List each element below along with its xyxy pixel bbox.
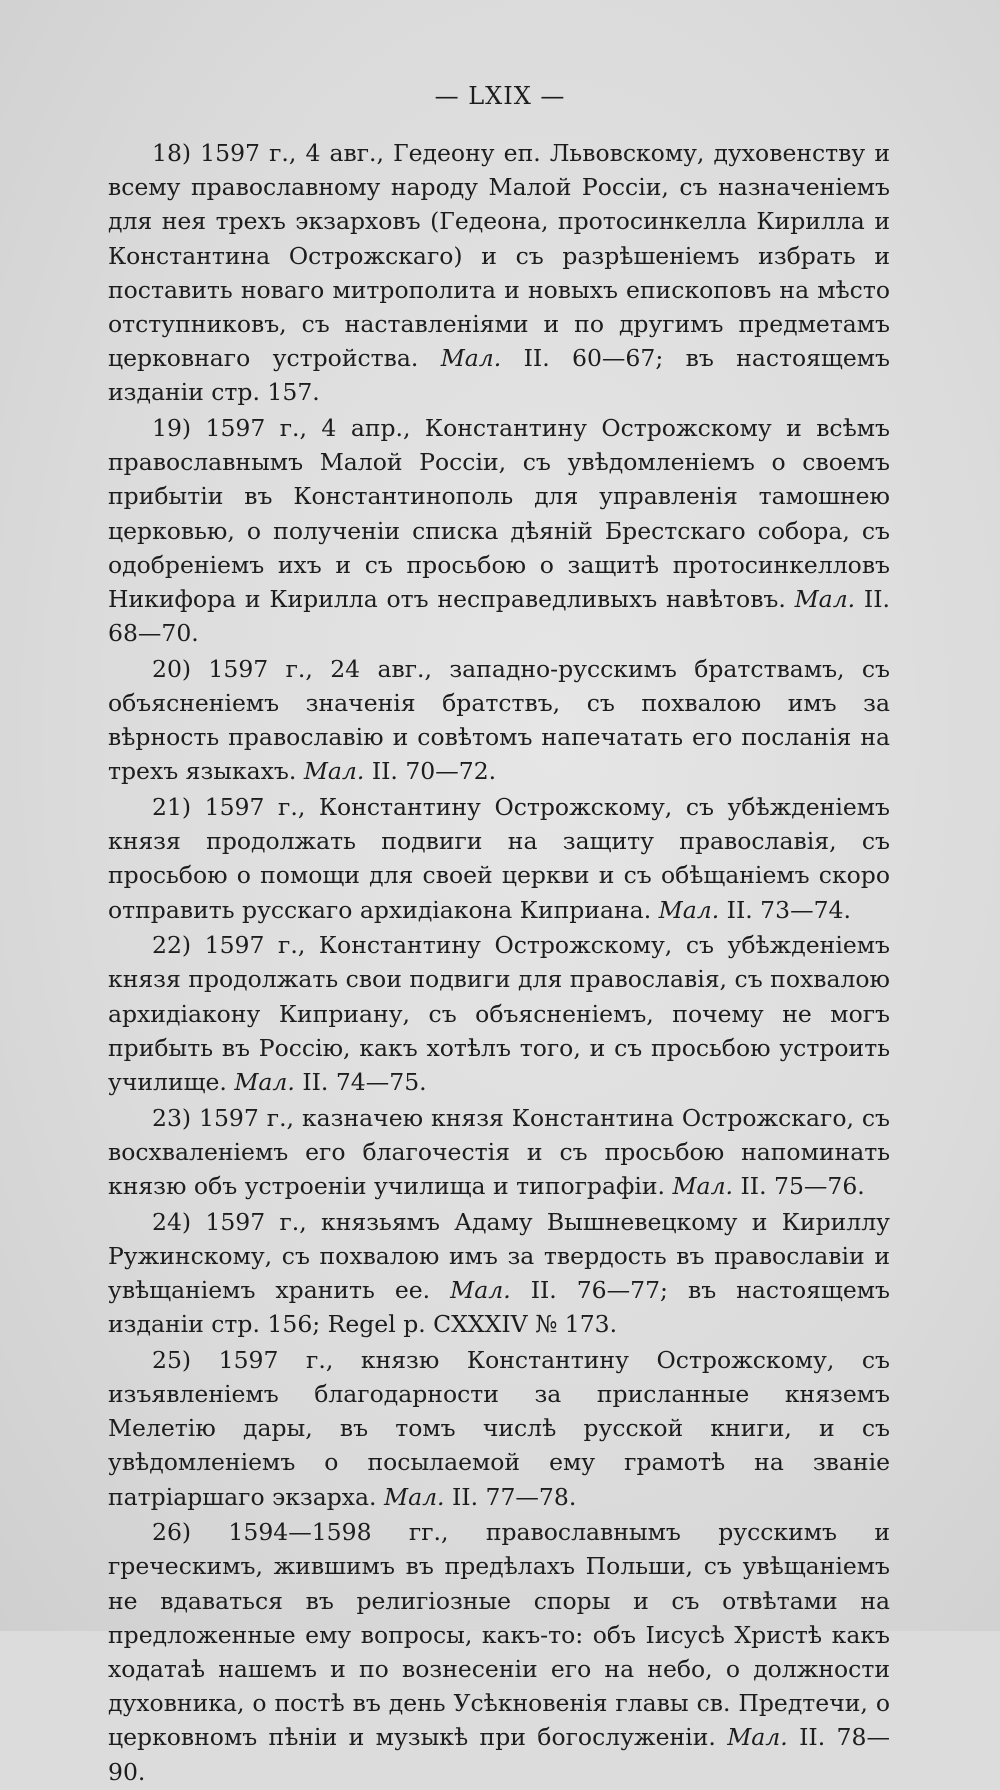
source-ref: Мал.: [440, 344, 502, 373]
entry-25: 25) 1597 г., князю Константину Острожскому, съ изъявленiемъ благодарности за присланные княземъ Мелетiю дары, въ томъ числѣ русской книги, и съ увѣдомленiемъ о посылаемой ему грамотѣ на званiе патрiаршаго экзарха. Мал. II. 77—78.: [108, 1345, 890, 1511]
entry-23: 23) 1597 г., казначею князя Константина Острожскаго, съ восхваленiемъ его благочестiя и съ просьбою напоминать князю объ устроенiи училища и типографiи. Мал. II. 75—76.: [108, 1103, 890, 1201]
source-ref: Мал.: [658, 895, 720, 924]
source-ref: Мал.: [450, 1276, 511, 1305]
entry-20: 20) 1597 г., 24 авг., западно-русскимъ братствамъ, съ объясненiемъ значенiя братствъ, съ похвалою имъ за вѣрность православiю и совѣтомъ напечатать его посланiя на трехъ языкахъ. Мал. II. 70—72.: [108, 654, 890, 786]
source-ref: Мал.: [303, 757, 365, 786]
entry-19: 19) 1597 г., 4 апр., Константину Острожскому и всѣмъ православнымъ Малой Россiи, съ увѣдомленiемъ о своемъ прибытiи въ Константинополь для управленiя тамошнею церковью, о полученiи списка дѣянiй Брестскаго собора, съ одобренiемъ ихъ и съ просьбою о защитѣ протосинкелловъ Никифора и Кирилла отъ несправедливыхъ навѣтовъ. Мал. II. 68—70.: [108, 414, 890, 648]
entry-18: 18) 1597 г., 4 авг., Гедеону еп. Львовскому, духовенству и всему православному народу Малой Россiи, съ назначенiемъ для нея трехъ экзарховъ (Гедеона, протосинкелла Кирилла и Константина Острожскаго) и съ разрѣшенiемъ избрать и поставить новаго митрополита и новыхъ епископовъ на мѣсто отступниковъ, съ наставленiями и по другимъ предметамъ церковнаго устройства. Мал. II. 60—67; въ настоящемъ изданiи стр. 157.: [108, 139, 890, 407]
source-ref: Мал.: [672, 1172, 734, 1201]
entry-22: 22) 1597 г., Константину Острожскому, съ убѣжденiемъ князя продолжать свои подвиги для православiя, съ похвалою архидiакону Киприану, съ объясненiемъ, почему не могъ прибыть въ Россiю, какъ хотѣлъ того, и съ просьбою устроить училище. Мал. II. 74—75.: [108, 931, 890, 1097]
entry-26: 26) 1594—1598 гг., православнымъ русскимъ и греческимъ, жившимъ въ предѣлахъ Польши, съ увѣщанiемъ не вдаваться въ религiозные споры и съ отвѣтами на предложенные ему вопросы, какъ-то: объ Iисусѣ Христѣ какъ ходатаѣ нашемъ и по вознесенiи его на небо, о должности духовника, о постѣ въ день Усѣкновенiя главы св. Предтечи, о церковномъ пѣнiи и музыкѣ при богослуженiи. Мал. II. 78—90.: [108, 1518, 890, 1786]
page-number: — LXIX —: [434, 82, 566, 110]
source-ref: Мал.: [384, 1482, 445, 1511]
source-ref: Мал.: [234, 1068, 295, 1097]
entry-21: 21) 1597 г., Константину Острожскому, съ убѣжденiемъ князя продолжать подвиги на защиту православiя, съ просьбою о помощи для своей церкви и съ обѣщанiемъ скоро отправить русскаго архидiакона Киприана. Мал. II. 73—74.: [108, 793, 890, 924]
entry-24: 24) 1597 г., князьямъ Адаму Вышневецкому и Кириллу Ружинскому, съ похвалою имъ за твердость въ православiи и увѣщанiемъ хранить ее. Мал. II. 76—77; въ настоящемъ изданiи стр. 156; Regel p. CXXXIV № 173.: [108, 1207, 890, 1339]
source-ref: Мал.: [794, 585, 856, 614]
entries-list: [108, 136, 890, 1790]
source-ref: Мал.: [727, 1723, 788, 1752]
